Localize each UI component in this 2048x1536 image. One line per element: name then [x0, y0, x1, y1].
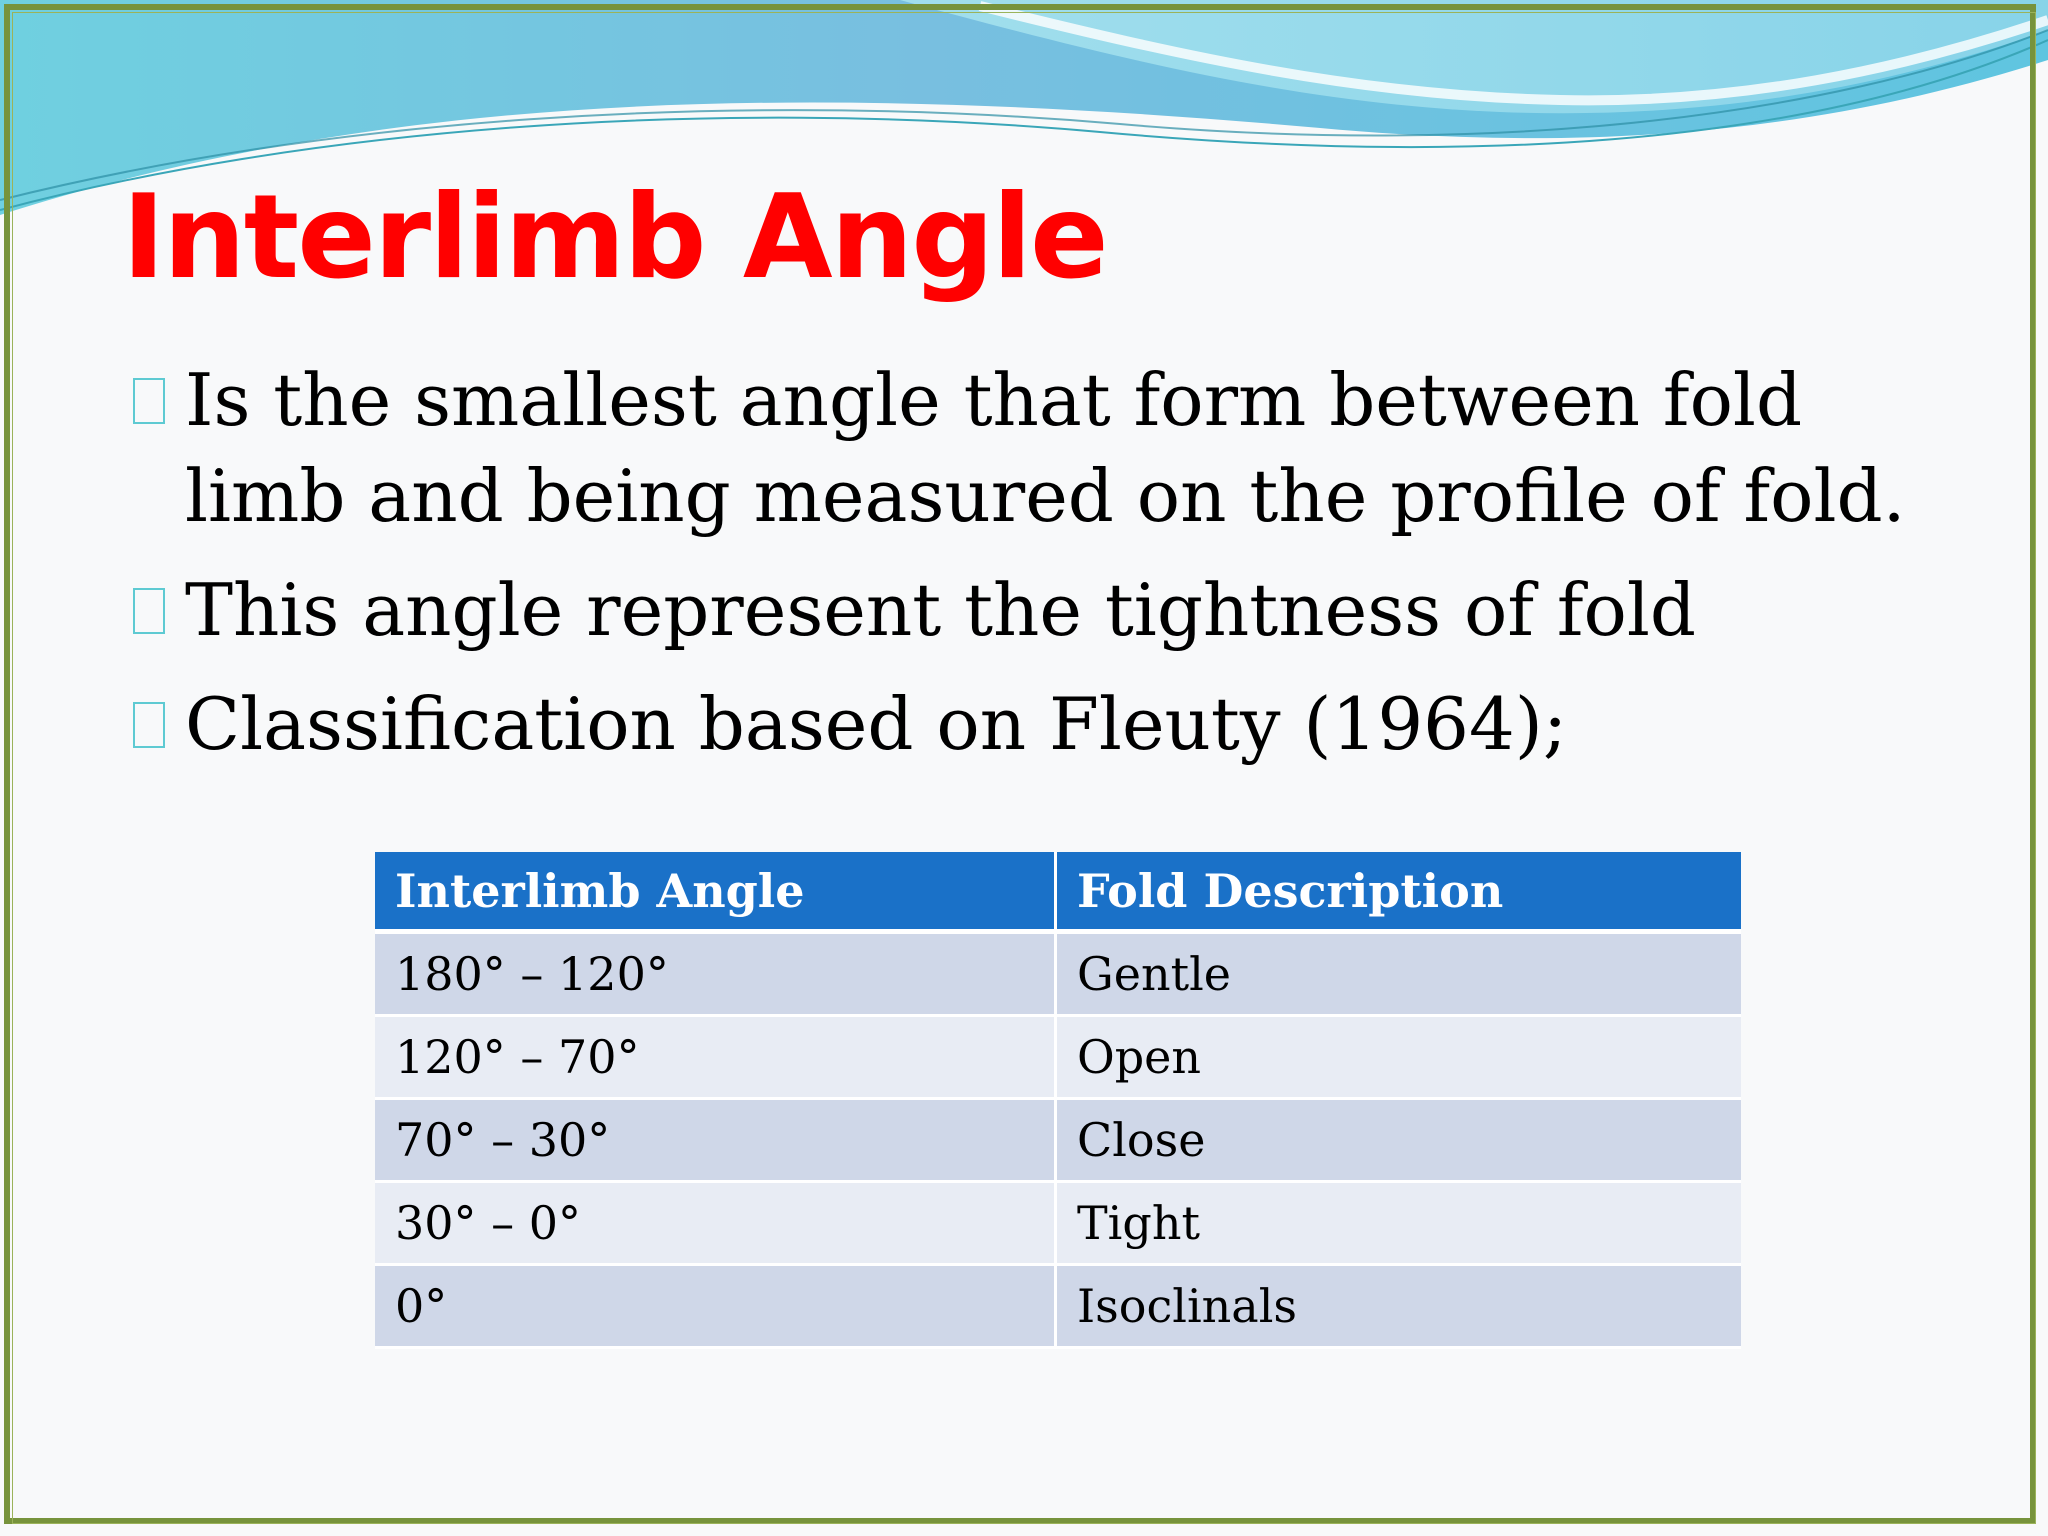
bullet-square-icon [133, 588, 165, 634]
description-cell: Tight [1057, 1183, 1741, 1266]
bullet-item [130, 352, 1930, 544]
bullet-text: Classification based on Fleuty (1964); [185, 682, 1568, 766]
header-fold-description: Fold Description [1057, 852, 1741, 934]
table-row [375, 1100, 1741, 1183]
table-row [375, 1266, 1741, 1349]
table-row [375, 934, 1741, 1017]
table-row [375, 1017, 1741, 1100]
angle-cell: 70° – 30° [375, 1100, 1057, 1183]
bullet-item [130, 676, 1930, 772]
classification-table-container [375, 852, 1741, 1349]
bullet-item [130, 562, 1930, 658]
classification-table [375, 852, 1741, 1349]
angle-cell: 0° [375, 1266, 1057, 1349]
table-header-row [375, 852, 1741, 934]
angle-cell: 30° – 0° [375, 1183, 1057, 1266]
description-cell: Gentle [1057, 934, 1741, 1017]
bullet-square-icon [133, 702, 165, 748]
angle-cell: 180° – 120° [375, 934, 1057, 1017]
description-cell: Isoclinals [1057, 1266, 1741, 1349]
bullet-text: Is the smallest angle that form between fold limb and being measured on the profile of fold. [185, 358, 1906, 538]
header-interlimb-angle: Interlimb Angle [375, 852, 1057, 934]
description-cell: Open [1057, 1017, 1741, 1100]
bullet-text: This angle represent the tightness of fold [185, 568, 1696, 652]
slide-title: Interlimb Angle [122, 170, 1107, 305]
table-row [375, 1183, 1741, 1266]
angle-cell: 120° – 70° [375, 1017, 1057, 1100]
bullet-list [130, 352, 1930, 790]
description-cell: Close [1057, 1100, 1741, 1183]
bullet-square-icon [133, 378, 165, 424]
